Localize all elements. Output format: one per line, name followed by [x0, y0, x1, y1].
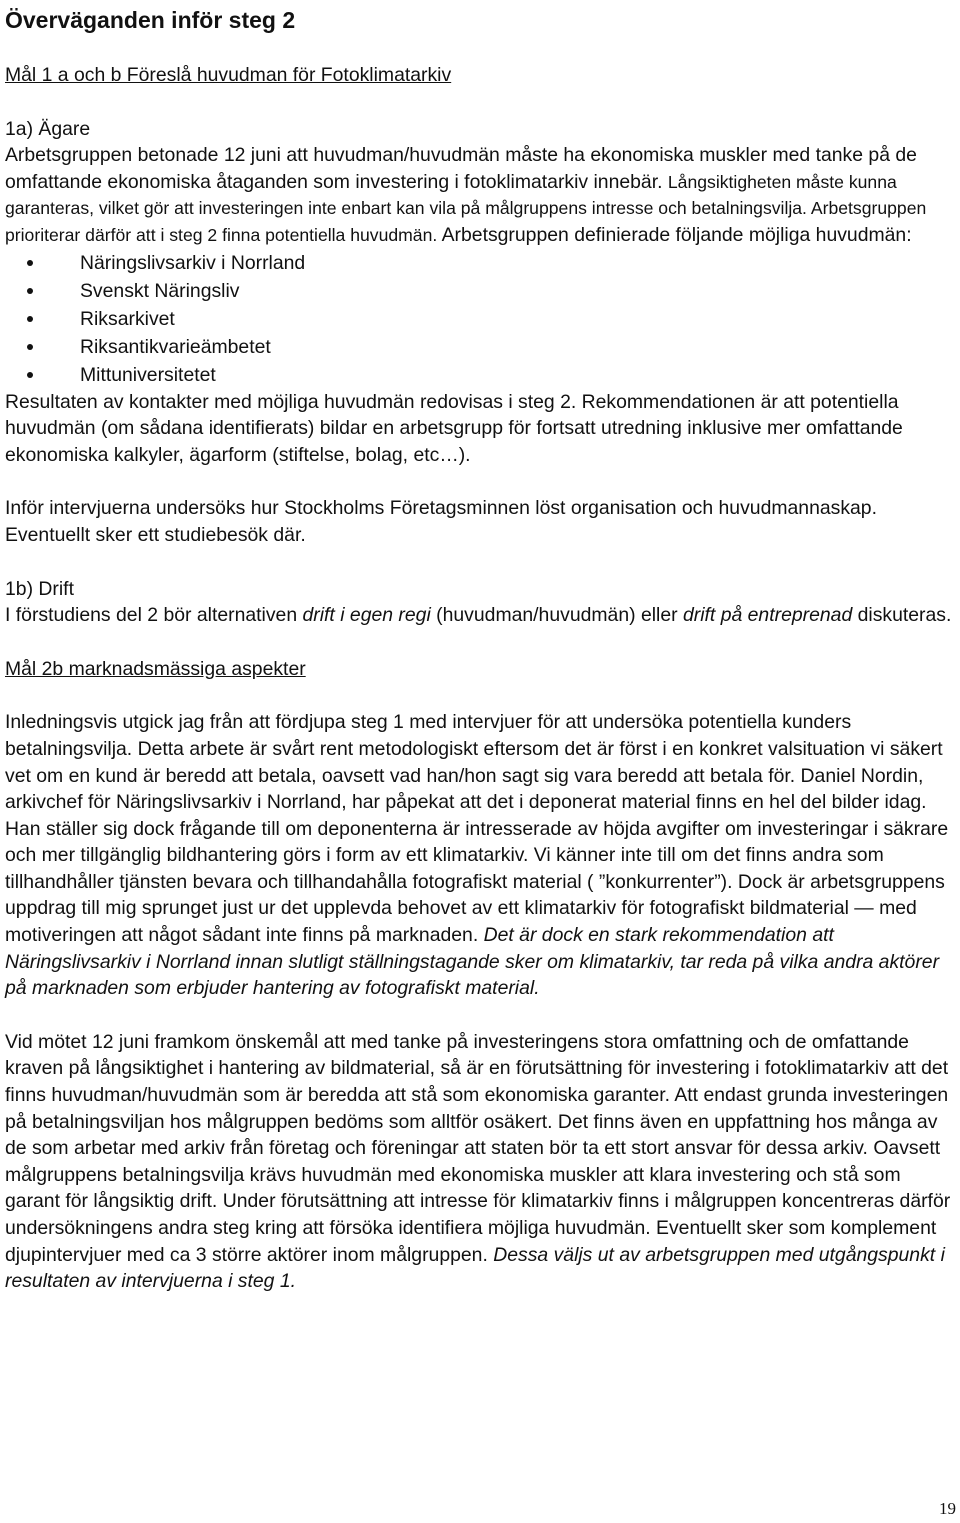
list-item-text: Svenskt Näringsliv: [80, 279, 240, 302]
bullet-icon: [27, 344, 33, 350]
section1-title: Mål 1 a och b Föreslå huvudman för Fotoklimatarkiv: [5, 64, 452, 86]
paragraph-1b-italic-1: drift i egen regi: [302, 604, 431, 627]
paragraph-meeting-text: Vid mötet 12 juni framkom önskemål att med tanke på investeringens stora omfattning och de omfattande kraven på långsiktighet i hantering av bildmaterial, så är en förutsättning för investering i fotoklimatarkiv att det finns huvudman/huvudmän som är beredda att stå som ekonomiska garanter. Att endast grunda investeringen på betalningsviljan hos målgruppen bedöms som alltför osäkert. Det finns även en uppfattning hos många av de som arbetar med arkiv från företag och föreningar att staten bör ta ett stort ansvar för dessa arkiv. Oavsett målgruppens betalningsvilja krävs huvudmän med ekonomiska muskler att klara investering och stå som garant för långsiktig drift. Under förutsättning att intresse för klimatarkiv finns i målgruppen koncentreras därför undersökningens andra steg kring att försöka identifiera möjliga huvudmän. Eventuellt sker som komplement djupintervjuer med ca 3 större aktörer inom målgruppen.: [5, 1030, 951, 1266]
bullet-icon: [27, 316, 33, 322]
list-item: [5, 305, 957, 333]
list-item-text: Riksarkivet: [80, 307, 175, 330]
paragraph-1b-italic-2: drift på entreprenad: [682, 604, 853, 627]
paragraph-1b-body: [5, 602, 957, 629]
paragraph-1a-interviews: Inför intervjuerna undersöks hur Stockholms Företagsminnen löst organisation och huvudmannaskap. Eventuellt sker ett studiebesök där.: [5, 497, 877, 546]
bullet-icon: [27, 260, 33, 266]
list-item: [5, 333, 957, 361]
paragraph-1a-body: [5, 142, 957, 248]
subsection-1a-label: 1a) Ägare: [5, 117, 91, 140]
paragraph-2b-recommendation: Det är dock en stark rekommendation att Näringslivsarkiv i Norrland innan slutligt ställningstagande sker om klimatarkiv, tar reda på vilka andra aktörer på marknaden som erbjuder hantering av fotografiskt material.: [5, 924, 940, 1000]
page-number: 19: [939, 1499, 956, 1518]
paragraph-1a-sentence-3: Arbetsgruppen definierade följande möjliga huvudmän:: [441, 223, 912, 246]
paragraph-1b-text-after: diskuteras.: [852, 604, 952, 627]
paragraph-meeting: [5, 1029, 957, 1295]
page-heading: Överväganden inför steg 2: [5, 7, 296, 33]
list-item-text: Riksantikvarieämbetet: [80, 335, 271, 358]
paragraph-1a-sentence-1: Arbetsgruppen betonade 12 juni att huvudman/huvudmän måste ha ekonomiska muskler med tanke på de omfattande ekonomiska åtaganden som investering i fotoklimatarkiv innebär.: [5, 144, 917, 193]
paragraph-1b-text-middle: (huvudman/huvudmän) eller: [430, 604, 683, 627]
paragraph-1a-results: Resultaten av kontakter med möjliga huvudmän redovisas i steg 2. Rekommendationen är att potentiella huvudmän (om sådana identifierats) bildar en arbetsgrupp för fortsatt utredning inklusive mer omfattande ekonomiska kalkyler, ägarform (stiftelse, bolag, etc…).: [5, 390, 903, 466]
section2-title: Mål 2b marknadsmässiga aspekter: [5, 657, 306, 680]
list-item: [5, 249, 957, 277]
bullet-icon: [27, 372, 33, 378]
paragraph-2b-body: [5, 709, 957, 1002]
candidate-list: [5, 249, 957, 389]
list-item: [5, 277, 957, 305]
paragraph-2b-text: Inledningsvis utgick jag från att fördjupa steg 1 med intervjuer för att undersöka potentiella kunders betalningsvilja. Detta arbete är svårt rent metodologiskt eftersom det är först i en konkret valsituation vi säkert vet om en kund är beredd att betala, oavsett vad han/hon sagt sig vara beredd att betala för. Daniel Nordin, arkivchef för Näringslivsarkiv i Norrland, har påpekat att det i deponerat material finns en hel del bilder idag. Han ställer sig dock frågande till om deponenterna är intresserade av höjda avgifter om investeringar i säkrare och mer tillgänglig bildhantering görs i form av ett klimatarkiv. Vi känner inte till om det finns andra som tillhandhåller tjänsten bevara och tillhandahålla fotografiskt material ( ”konkurrenter”). Dock är arbetsgruppens uppdrag till mig sprunget just ur det upplevda behovet av ett klimatarkiv för fotografiskt bildmaterial — med motiveringen att något sådant inte finns på marknaden.: [5, 711, 949, 947]
subsection-1b-label: 1b) Drift: [5, 577, 74, 600]
list-item-text: Näringslivsarkiv i Norrland: [80, 251, 306, 274]
bullet-icon: [27, 288, 33, 294]
paragraph-1a-sentence-2: Långsiktigheten måste kunna garanteras, vilket gör att investeringen inte enbart kan vila på målgruppens intresse och betalningsvilja. Arbetsgruppen prioriterar därför att i steg 2 finna potentiella huvudmän.: [5, 171, 927, 245]
list-item-text: Mittuniversitetet: [80, 363, 216, 386]
document-page: [5, 0, 957, 1295]
paragraph-1b-text-before: I förstudiens del 2 bör alternativen: [5, 604, 303, 627]
list-item: [5, 361, 957, 389]
paragraph-meeting-italic: Dessa väljs ut av arbetsgruppen med utgångspunkt i resultaten av intervjuerna i steg 1.: [5, 1243, 945, 1293]
